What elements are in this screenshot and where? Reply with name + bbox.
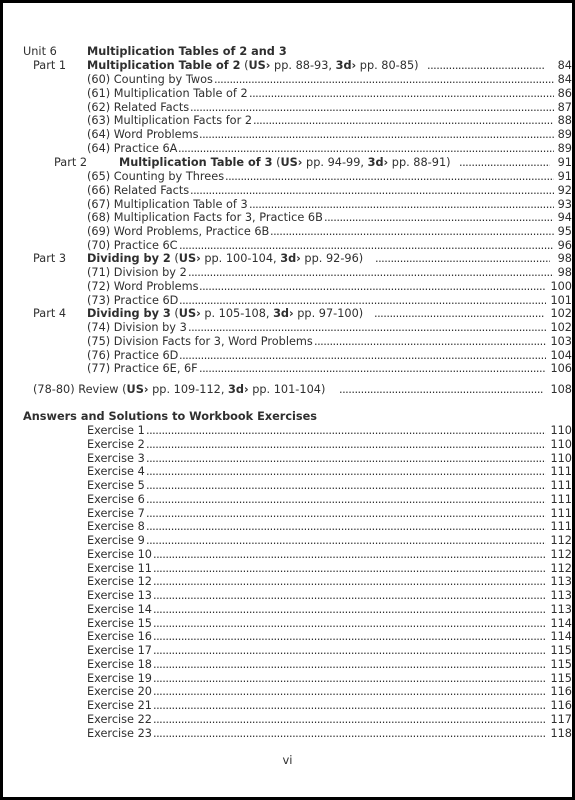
exercise-label: Exercise 22 — [87, 712, 152, 726]
toc-lesson-row — [3, 321, 572, 335]
part-title-line — [87, 59, 419, 73]
exercise-label: Exercise 7 — [87, 506, 145, 520]
3d-pages: pp. 97-100) — [293, 307, 364, 320]
page-number: 92 — [557, 183, 572, 197]
dot-leader — [190, 101, 554, 115]
toc-part-row — [3, 59, 572, 73]
3d-ref: 3d› — [273, 307, 294, 320]
lesson-title: (66) Related Facts — [87, 183, 190, 197]
exercise-label: Exercise 13 — [87, 589, 152, 602]
dot-leader — [188, 321, 546, 335]
dot-leader — [314, 335, 546, 349]
toc-lesson-row — [3, 114, 572, 128]
lesson-title: (73) Practice 6D — [87, 293, 179, 307]
exercise-label: Exercise 11 — [87, 561, 152, 575]
exercise-row — [3, 713, 572, 727]
exercise-row — [3, 575, 572, 589]
part-title: Multiplication Table of 3 — [119, 156, 273, 169]
exercise-row — [3, 630, 572, 644]
page-number: 111 — [550, 520, 572, 534]
exercise-row — [3, 493, 572, 507]
footer-page-number: vi — [282, 753, 293, 767]
lesson-title: (77) Practice 6E, 6F — [87, 362, 198, 376]
toc-part-row — [3, 307, 572, 321]
page-number: 115 — [550, 671, 572, 685]
page-number: 118 — [550, 726, 572, 740]
exercise-row — [3, 589, 572, 603]
exercise-label: Exercise 5 — [87, 479, 145, 492]
part-label: Part 1 — [33, 59, 67, 72]
us-ref: US› — [178, 252, 201, 265]
page-number: 114 — [550, 630, 572, 644]
dot-leader — [146, 534, 546, 548]
page-number: 116 — [550, 699, 572, 712]
page-number: 101 — [550, 293, 572, 307]
toc-lesson-row — [3, 211, 572, 225]
dot-leader — [146, 438, 546, 452]
dot-leader — [146, 424, 546, 438]
unit-label: Unit 6 — [23, 45, 57, 58]
dot-leader — [270, 225, 554, 239]
toc-lesson-row — [3, 184, 572, 198]
exercise-label: Exercise 16 — [87, 630, 152, 644]
exercise-row — [3, 507, 572, 521]
review-line — [33, 383, 325, 397]
toc-lesson-row — [3, 349, 572, 363]
dot-leader — [153, 575, 546, 589]
us-pages: pp. 100-104, — [200, 252, 281, 265]
part-title-line — [87, 252, 363, 266]
exercise-row — [3, 562, 572, 576]
toc-lesson-row — [3, 128, 572, 142]
lesson-title: (67) Multiplication Table of 3 — [87, 197, 248, 211]
3d-ref: 3d› — [367, 156, 389, 169]
dot-leader — [153, 589, 546, 603]
exercise-label: Exercise 2 — [87, 437, 145, 451]
us-ref: US› — [178, 307, 201, 320]
review-prefix: (78-80) Review ( — [33, 383, 127, 396]
toc-review-row — [3, 383, 572, 397]
3d-pages: pp. 101-104) — [248, 383, 326, 396]
dot-leader — [253, 114, 554, 128]
dot-leader — [146, 465, 546, 479]
page-number: 112 — [550, 534, 572, 547]
page-number: 98 — [557, 266, 572, 279]
page-number: 100 — [550, 279, 572, 293]
page-number: 114 — [550, 616, 572, 630]
exercise-label: Exercise 4 — [87, 465, 145, 479]
dot-leader — [374, 307, 544, 321]
page-number: 115 — [550, 657, 572, 671]
dot-leader — [249, 87, 554, 101]
answers-heading: Answers and Solutions to Workbook Exercises — [23, 410, 318, 423]
lesson-title: (71) Division by 2 — [87, 266, 187, 279]
page-number: 84 — [557, 73, 572, 86]
exercise-row — [3, 685, 572, 699]
toc-lesson-row — [3, 73, 572, 87]
part-title-line — [87, 307, 363, 321]
dot-leader — [188, 266, 554, 280]
us-pages: pp. 88-93, — [270, 59, 336, 72]
dot-leader — [190, 184, 554, 198]
page-number: 110 — [550, 424, 572, 437]
lesson-title: (70) Practice 6C — [87, 239, 178, 252]
page-number: 98 — [557, 252, 572, 265]
dot-leader — [153, 685, 546, 699]
page-number: 96 — [557, 239, 572, 252]
page-number: 113 — [550, 575, 572, 589]
page-number: 106 — [550, 362, 572, 376]
unit-title: Multiplication Tables of 2 and 3 — [87, 45, 287, 58]
exercise-label: Exercise 6 — [87, 492, 145, 506]
dot-leader — [146, 520, 546, 534]
toc-lesson-row — [3, 225, 572, 239]
part-title: Dividing by 3 — [87, 307, 171, 320]
page-number: 102 — [550, 321, 572, 334]
lesson-title: (76) Practice 6D — [87, 348, 179, 362]
exercise-row — [3, 520, 572, 534]
lesson-title: (68) Multiplication Facts for 3, Practice 6B — [87, 211, 323, 225]
lesson-title: (63) Multiplication Facts for 2 — [87, 114, 253, 128]
exercise-row — [3, 465, 572, 479]
part-title-line — [119, 156, 451, 170]
page-number: 91 — [557, 156, 572, 169]
page-number: 111 — [550, 492, 572, 506]
exercise-row — [3, 672, 572, 686]
answers-heading-row — [3, 410, 572, 424]
page-number: 86 — [557, 86, 572, 100]
toc-lesson-row — [3, 170, 572, 184]
3d-pages: pp. 80-85) — [356, 59, 419, 72]
exercise-row — [3, 603, 572, 617]
exercise-row — [3, 548, 572, 562]
dot-leader — [153, 672, 546, 686]
3d-pages: pp. 92-96) — [300, 252, 364, 265]
page-number: 89 — [557, 128, 572, 142]
dot-leader — [178, 142, 554, 156]
dot-leader — [153, 658, 546, 672]
lesson-title: (64) Practice 6A — [87, 142, 178, 155]
page-number: 94 — [557, 211, 572, 225]
toc-part-row — [3, 156, 572, 170]
page-number: 93 — [557, 197, 572, 211]
page-number: 110 — [550, 437, 572, 451]
toc-lesson-row — [3, 280, 572, 294]
dot-leader — [225, 170, 554, 184]
exercise-row — [3, 452, 572, 466]
exercise-label: Exercise 18 — [87, 657, 152, 671]
page-number: 113 — [550, 589, 572, 602]
dot-leader — [153, 603, 546, 617]
3d-ref: 3d› — [335, 59, 357, 72]
part-label: Part 3 — [33, 252, 67, 265]
page-number: 89 — [557, 142, 572, 155]
page-number: 103 — [550, 334, 572, 348]
exercise-row — [3, 479, 572, 493]
exercise-row — [3, 727, 572, 741]
toc-lesson-row — [3, 101, 572, 115]
exercise-label: Exercise 20 — [87, 685, 152, 699]
dot-leader — [146, 479, 546, 493]
dot-leader — [146, 452, 546, 466]
toc-lesson-row — [3, 362, 572, 376]
dot-leader — [375, 252, 550, 266]
dot-leader — [153, 630, 546, 644]
paren: ( — [170, 307, 179, 320]
page-number: 108 — [550, 383, 572, 396]
us-pages: p. 105-108, — [200, 307, 274, 320]
exercise-row — [3, 699, 572, 713]
exercise-label: Exercise 21 — [87, 699, 152, 712]
exercise-row — [3, 658, 572, 672]
lesson-title: (64) Word Problems — [87, 128, 199, 142]
lesson-title: (75) Division Facts for 3, Word Problems — [87, 334, 313, 348]
unit-heading-row — [3, 45, 572, 59]
lesson-title: (72) Word Problems — [87, 279, 199, 293]
dot-leader — [153, 644, 546, 658]
page-number: 110 — [550, 451, 572, 465]
3d-pages: pp. 88-91) — [388, 156, 451, 169]
page-number: 111 — [550, 506, 572, 520]
us-pages: pp. 109-112, — [148, 383, 229, 396]
page-number: 91 — [557, 170, 572, 183]
toc-lesson-row — [3, 142, 572, 156]
exercise-label: Exercise 10 — [87, 547, 152, 561]
part-label: Part 4 — [33, 307, 67, 320]
us-ref: US› — [280, 156, 303, 169]
toc-lesson-row — [3, 87, 572, 101]
page-number: 87 — [557, 100, 572, 114]
dot-leader — [324, 211, 554, 225]
toc-lesson-row — [3, 335, 572, 349]
3d-ref: 3d› — [228, 383, 249, 396]
toc-lesson-row — [3, 266, 572, 280]
exercise-label: Exercise 8 — [87, 520, 145, 534]
page-number: 111 — [550, 479, 572, 492]
page-number: 95 — [557, 225, 572, 239]
exercise-row — [3, 438, 572, 452]
page-number: 117 — [550, 712, 572, 726]
lesson-title: (61) Multiplication Table of 2 — [87, 86, 248, 100]
exercise-row — [3, 534, 572, 548]
lesson-title: (69) Word Problems, Practice 6B — [87, 225, 270, 239]
toc-part-row — [3, 252, 572, 266]
exercise-label: Exercise 12 — [87, 575, 152, 589]
page-number: 112 — [550, 561, 572, 575]
toc-lesson-row — [3, 198, 572, 212]
dot-leader — [249, 198, 554, 212]
dot-leader — [459, 156, 550, 170]
us-ref: US› — [126, 383, 149, 396]
toc-lesson-row — [3, 294, 572, 308]
dot-leader — [199, 362, 546, 376]
dot-leader — [153, 548, 546, 562]
page-number: 111 — [550, 465, 572, 479]
dot-leader — [339, 383, 544, 397]
dot-leader — [153, 713, 546, 727]
exercise-label: Exercise 15 — [87, 616, 152, 630]
dot-leader — [179, 294, 546, 308]
paren: ( — [170, 252, 179, 265]
dot-leader — [153, 727, 546, 741]
dot-leader — [214, 73, 554, 87]
dot-leader — [199, 128, 554, 142]
exercise-label: Exercise 19 — [87, 671, 152, 685]
dot-leader — [153, 617, 546, 631]
page-number: 88 — [557, 114, 572, 128]
us-ref: US› — [248, 59, 271, 72]
part-title: Dividing by 2 — [87, 252, 171, 265]
exercise-row — [3, 644, 572, 658]
exercise-label: Exercise 1 — [87, 424, 145, 437]
exercise-label: Exercise 9 — [87, 534, 145, 547]
lesson-title: (65) Counting by Threes — [87, 170, 225, 183]
exercise-label: Exercise 23 — [87, 726, 152, 740]
lesson-title: (62) Related Facts — [87, 100, 190, 114]
dot-leader — [199, 280, 546, 294]
dot-leader — [179, 349, 546, 363]
exercise-row — [3, 617, 572, 631]
part-title: Multiplication Table of 2 — [87, 59, 241, 72]
page-number: 84 — [557, 59, 572, 72]
page-number: 116 — [550, 685, 572, 699]
dot-leader — [153, 562, 546, 576]
document-page — [3, 3, 572, 797]
dot-leader — [146, 493, 546, 507]
3d-ref: 3d› — [280, 252, 301, 265]
exercise-label: Exercise 3 — [87, 451, 145, 465]
dot-leader — [427, 59, 544, 73]
page-number: 102 — [550, 307, 572, 320]
us-pages: pp. 94-99, — [302, 156, 368, 169]
dot-leader — [153, 699, 546, 713]
page-number: 104 — [550, 348, 572, 362]
paren: ( — [272, 156, 281, 169]
page-number: 115 — [550, 644, 572, 657]
lesson-title: (74) Division by 3 — [87, 321, 187, 334]
page-number: 113 — [550, 602, 572, 616]
dot-leader — [146, 507, 546, 521]
exercise-label: Exercise 14 — [87, 602, 152, 616]
part-label: Part 2 — [54, 156, 88, 169]
toc-lesson-row — [3, 239, 572, 253]
paren: ( — [240, 59, 249, 72]
exercise-row — [3, 424, 572, 438]
page-number: 112 — [550, 547, 572, 561]
exercise-label: Exercise 17 — [87, 644, 152, 657]
dot-leader — [179, 239, 554, 253]
lesson-title: (60) Counting by Twos — [87, 73, 213, 86]
